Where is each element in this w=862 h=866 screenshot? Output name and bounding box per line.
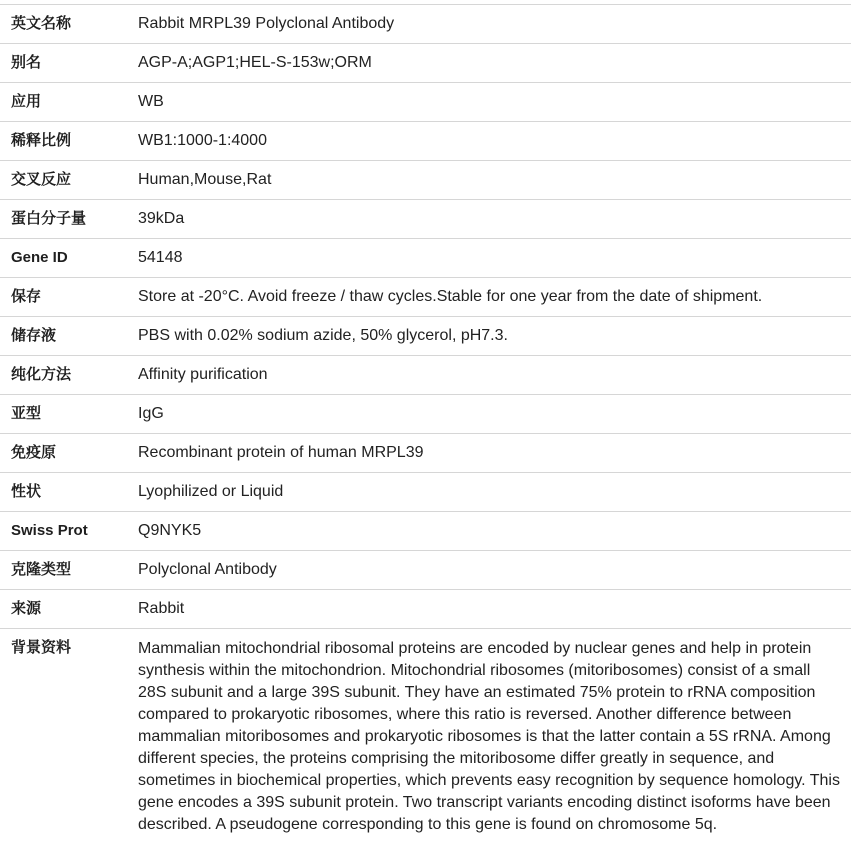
spec-label: 应用 (0, 83, 138, 122)
spec-value-background: Mammalian mitochondrial ribosomal proteins are encoded by nuclear genes and help in protein synthesis within the mitochondrion. Mitochondrial ribosomes (mitoribosomes) consist of a small 28S subunit and a large 39S subunit. They have an estimated 75% protein to rRNA composition compared to prokaryotic ribosomes, where this ratio is reversed. Another difference between mammalian mitoribosomes and prokaryotic ribosomes is that the latter contain a 5S rRNA. Among different species, the proteins comprising the mitoribosome differ greatly in sequence, and sometimes in biochemical properties, which prevents easy recognition by sequence homology. This gene encodes a 39S subunit protein. Two transcript variants encoding distinct isoforms have been described. A pseudogene corresponding to this gene is found on chromosome 5q. (138, 629, 851, 837)
spec-row-storage (0, 278, 851, 317)
spec-value: 54148 (138, 239, 851, 278)
spec-label: 纯化方法 (0, 356, 138, 395)
spec-row-molecular-weight (0, 200, 851, 239)
spec-label: 来源 (0, 590, 138, 629)
spec-value: Q9NYK5 (138, 512, 851, 551)
spec-value: WB1:1000-1:4000 (138, 122, 851, 161)
spec-row-host (0, 590, 851, 629)
spec-label: 克隆类型 (0, 551, 138, 590)
product-spec-table (0, 4, 851, 836)
spec-label: 交叉反应 (0, 161, 138, 200)
spec-row-purification (0, 356, 851, 395)
spec-value: AGP-A;AGP1;HEL-S-153w;ORM (138, 44, 851, 83)
spec-label: 英文名称 (0, 5, 138, 44)
spec-value: Lyophilized or Liquid (138, 473, 851, 512)
spec-label: 免疫原 (0, 434, 138, 473)
spec-row-isotype (0, 395, 851, 434)
spec-value: Rabbit (138, 590, 851, 629)
spec-label: Swiss Prot (0, 512, 138, 551)
spec-label: 稀释比例 (0, 122, 138, 161)
spec-label: 背景资料 (0, 629, 138, 837)
spec-label: 亚型 (0, 395, 138, 434)
spec-value: Recombinant protein of human MRPL39 (138, 434, 851, 473)
spec-label: 保存 (0, 278, 138, 317)
spec-row-reactivity (0, 161, 851, 200)
spec-row-dilution (0, 122, 851, 161)
spec-value: Affinity purification (138, 356, 851, 395)
spec-row-background (0, 629, 851, 837)
spec-value: Rabbit MRPL39 Polyclonal Antibody (138, 5, 851, 44)
spec-row-immunogen (0, 434, 851, 473)
spec-row-alias (0, 44, 851, 83)
spec-row-form (0, 473, 851, 512)
spec-value: IgG (138, 395, 851, 434)
spec-label: 性状 (0, 473, 138, 512)
spec-value: PBS with 0.02% sodium azide, 50% glycerol, pH7.3. (138, 317, 851, 356)
spec-row-swiss-prot (0, 512, 851, 551)
spec-label: 储存液 (0, 317, 138, 356)
spec-row-clonality (0, 551, 851, 590)
spec-row-application (0, 83, 851, 122)
spec-label: 别名 (0, 44, 138, 83)
spec-value: WB (138, 83, 851, 122)
spec-value: Polyclonal Antibody (138, 551, 851, 590)
spec-value: 39kDa (138, 200, 851, 239)
spec-row-english-name (0, 5, 851, 44)
spec-value: Human,Mouse,Rat (138, 161, 851, 200)
spec-row-buffer (0, 317, 851, 356)
spec-label: 蛋白分子量 (0, 200, 138, 239)
spec-row-gene-id (0, 239, 851, 278)
spec-label: Gene ID (0, 239, 138, 278)
spec-value: Store at -20°C. Avoid freeze / thaw cycles.Stable for one year from the date of shipment. (138, 278, 851, 317)
